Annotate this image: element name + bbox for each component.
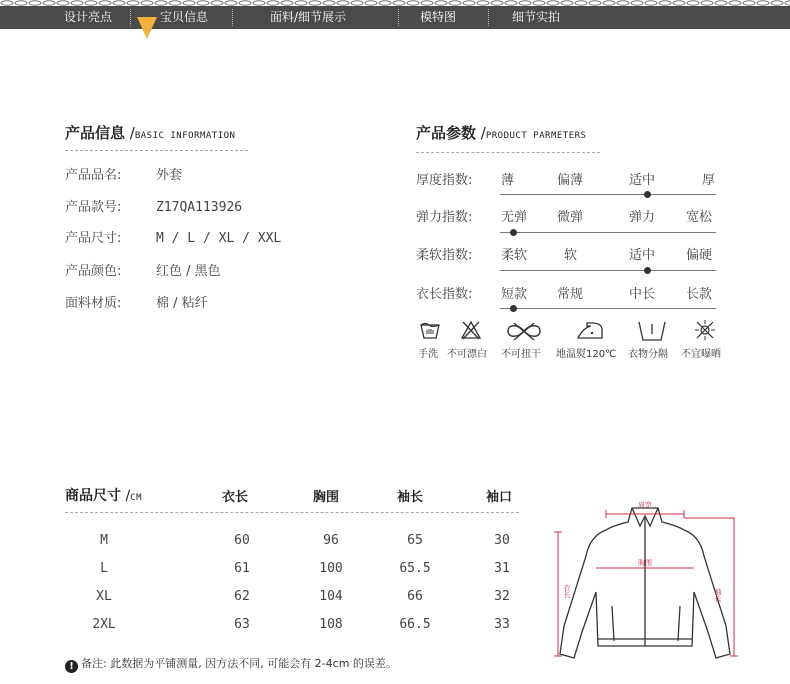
- size-col-header: 胸围: [313, 490, 340, 505]
- size-cell: 66.5: [399, 617, 431, 632]
- tab-model-photos[interactable]: 模特图: [420, 10, 457, 24]
- size-table-title: 商品尺寸 /CM: [65, 488, 143, 504]
- size-cell: L: [100, 561, 108, 576]
- size-col-header: 袖口: [486, 490, 513, 505]
- no-wring-icon: [504, 321, 544, 341]
- product-info-heading: 产品信息: [65, 124, 126, 142]
- param-option: 厚: [702, 173, 716, 188]
- size-cell: 60: [234, 533, 250, 548]
- param-option: 无弹: [501, 210, 528, 225]
- product-params-title: 产品参数 /PRODUCT PARMETERS: [416, 124, 587, 142]
- param-option: 宽松: [686, 210, 713, 225]
- info-label: 产品品名:: [65, 168, 122, 183]
- info-value-name: 外套: [156, 168, 183, 183]
- param-marker: [510, 229, 517, 236]
- size-cell: 2XL: [92, 617, 116, 632]
- param-scale-line: [500, 232, 716, 233]
- no-sun-dry-icon: [695, 320, 715, 340]
- nav-divider: [488, 9, 489, 26]
- info-label: 面料材质:: [65, 296, 122, 311]
- param-scale-line: [500, 194, 716, 195]
- chest-label: 胸围: [638, 559, 652, 567]
- product-info-subtitle: BASIC INFORMATION: [134, 131, 236, 141]
- separate-wash-icon: [636, 320, 668, 342]
- size-cell: 61: [234, 561, 250, 576]
- jacket-outline: [560, 508, 730, 658]
- product-info-title: 产品信息 /BASIC INFORMATION: [65, 124, 236, 142]
- param-option: 微弹: [557, 210, 584, 225]
- care-label: 衣物分隔: [628, 349, 668, 360]
- param-scale-line: [500, 270, 716, 271]
- param-marker: [644, 267, 651, 274]
- param-label: 弹力指数:: [416, 210, 473, 225]
- size-cell: 108: [319, 617, 343, 632]
- tab-product-info[interactable]: 宝贝信息: [160, 10, 209, 24]
- size-cell: 100: [319, 561, 343, 576]
- param-marker: [644, 191, 651, 198]
- param-option: 适中: [629, 173, 656, 188]
- jacket-measurement-diagram: [552, 496, 742, 666]
- care-label: 不可扭干: [501, 349, 541, 360]
- hand-wash-icon: [419, 319, 441, 341]
- size-cell: 33: [494, 617, 510, 632]
- sleeve-label: 袖长: [714, 588, 722, 602]
- param-option: 偏硬: [686, 248, 713, 263]
- size-cell: 63: [234, 617, 250, 632]
- param-option: 薄: [501, 173, 515, 188]
- param-option: 软: [564, 248, 578, 263]
- info-value-colors: 红色 / 黑色: [156, 264, 221, 279]
- info-label: 产品颜色:: [65, 264, 122, 279]
- warning-icon: !: [65, 660, 78, 673]
- tab-design-highlights[interactable]: 设计亮点: [64, 10, 113, 24]
- param-label: 衣长指数:: [416, 287, 473, 302]
- no-bleach-icon: [460, 320, 482, 340]
- detail-nav-bar: [0, 6, 790, 29]
- param-option: 中长: [629, 287, 656, 302]
- tab-detail-shots[interactable]: 细节实拍: [512, 10, 561, 24]
- divider: [416, 152, 600, 153]
- size-cell: XL: [96, 589, 112, 604]
- info-label: 产品尺寸:: [65, 231, 122, 246]
- size-cell: 62: [234, 589, 250, 604]
- param-option: 柔软: [501, 248, 528, 263]
- size-col-header: 衣长: [222, 490, 249, 505]
- size-cell: 65: [407, 533, 423, 548]
- param-option: 常规: [557, 287, 584, 302]
- nav-divider: [130, 9, 131, 26]
- nav-divider: [398, 9, 399, 26]
- size-cell: 32: [494, 589, 510, 604]
- product-params-subtitle: PRODUCT PARMETERS: [485, 131, 587, 141]
- param-label: 柔软指数:: [416, 248, 473, 263]
- low-iron-icon: [575, 319, 605, 341]
- info-value-sizes: M / L / XL / XXL: [156, 231, 282, 246]
- care-label: 手洗: [418, 349, 438, 360]
- info-label: 产品款号:: [65, 200, 122, 215]
- param-option: 偏薄: [557, 173, 584, 188]
- size-cell: M: [100, 533, 108, 548]
- size-cell: 30: [494, 533, 510, 548]
- param-option: 长款: [686, 287, 713, 302]
- divider: [65, 150, 248, 151]
- size-cell: 96: [323, 533, 339, 548]
- divider: [65, 512, 519, 513]
- measurement-note-text: 备注: 此数据为平铺测量, 因方法不同, 可能会有 2-4cm 的误差。: [81, 657, 397, 670]
- nav-divider: [232, 9, 233, 26]
- size-cell: 65.5: [399, 561, 431, 576]
- size-cell: 31: [494, 561, 510, 576]
- care-label: 不可漂白: [447, 349, 487, 360]
- product-params-heading: 产品参数: [416, 124, 477, 142]
- measurement-note: [65, 655, 397, 673]
- size-cell: 66: [407, 589, 423, 604]
- param-option: 短款: [501, 287, 528, 302]
- param-marker: [510, 305, 517, 312]
- size-col-header: 袖长: [397, 490, 424, 505]
- size-table-heading: 商品尺寸: [65, 488, 121, 504]
- param-option: 弹力: [629, 210, 656, 225]
- param-option: 适中: [629, 248, 656, 263]
- param-label: 厚度指数:: [416, 173, 473, 188]
- care-label: 不宜曝晒: [681, 349, 721, 360]
- info-value-material: 棉 / 粘纤: [156, 296, 208, 311]
- size-cell: 104: [319, 589, 343, 604]
- info-value-style-no: Z17QA113926: [156, 200, 243, 215]
- active-tab-arrow-icon: [137, 17, 157, 39]
- tab-fabric-details[interactable]: 面料/细节展示: [270, 10, 347, 24]
- care-label: 地温熨120℃: [556, 349, 617, 360]
- size-table-unit: CM: [130, 493, 143, 503]
- length-label: 衣长: [563, 584, 571, 598]
- shoulder-label: 肩宽: [638, 501, 652, 509]
- param-scale-line: [500, 308, 716, 309]
